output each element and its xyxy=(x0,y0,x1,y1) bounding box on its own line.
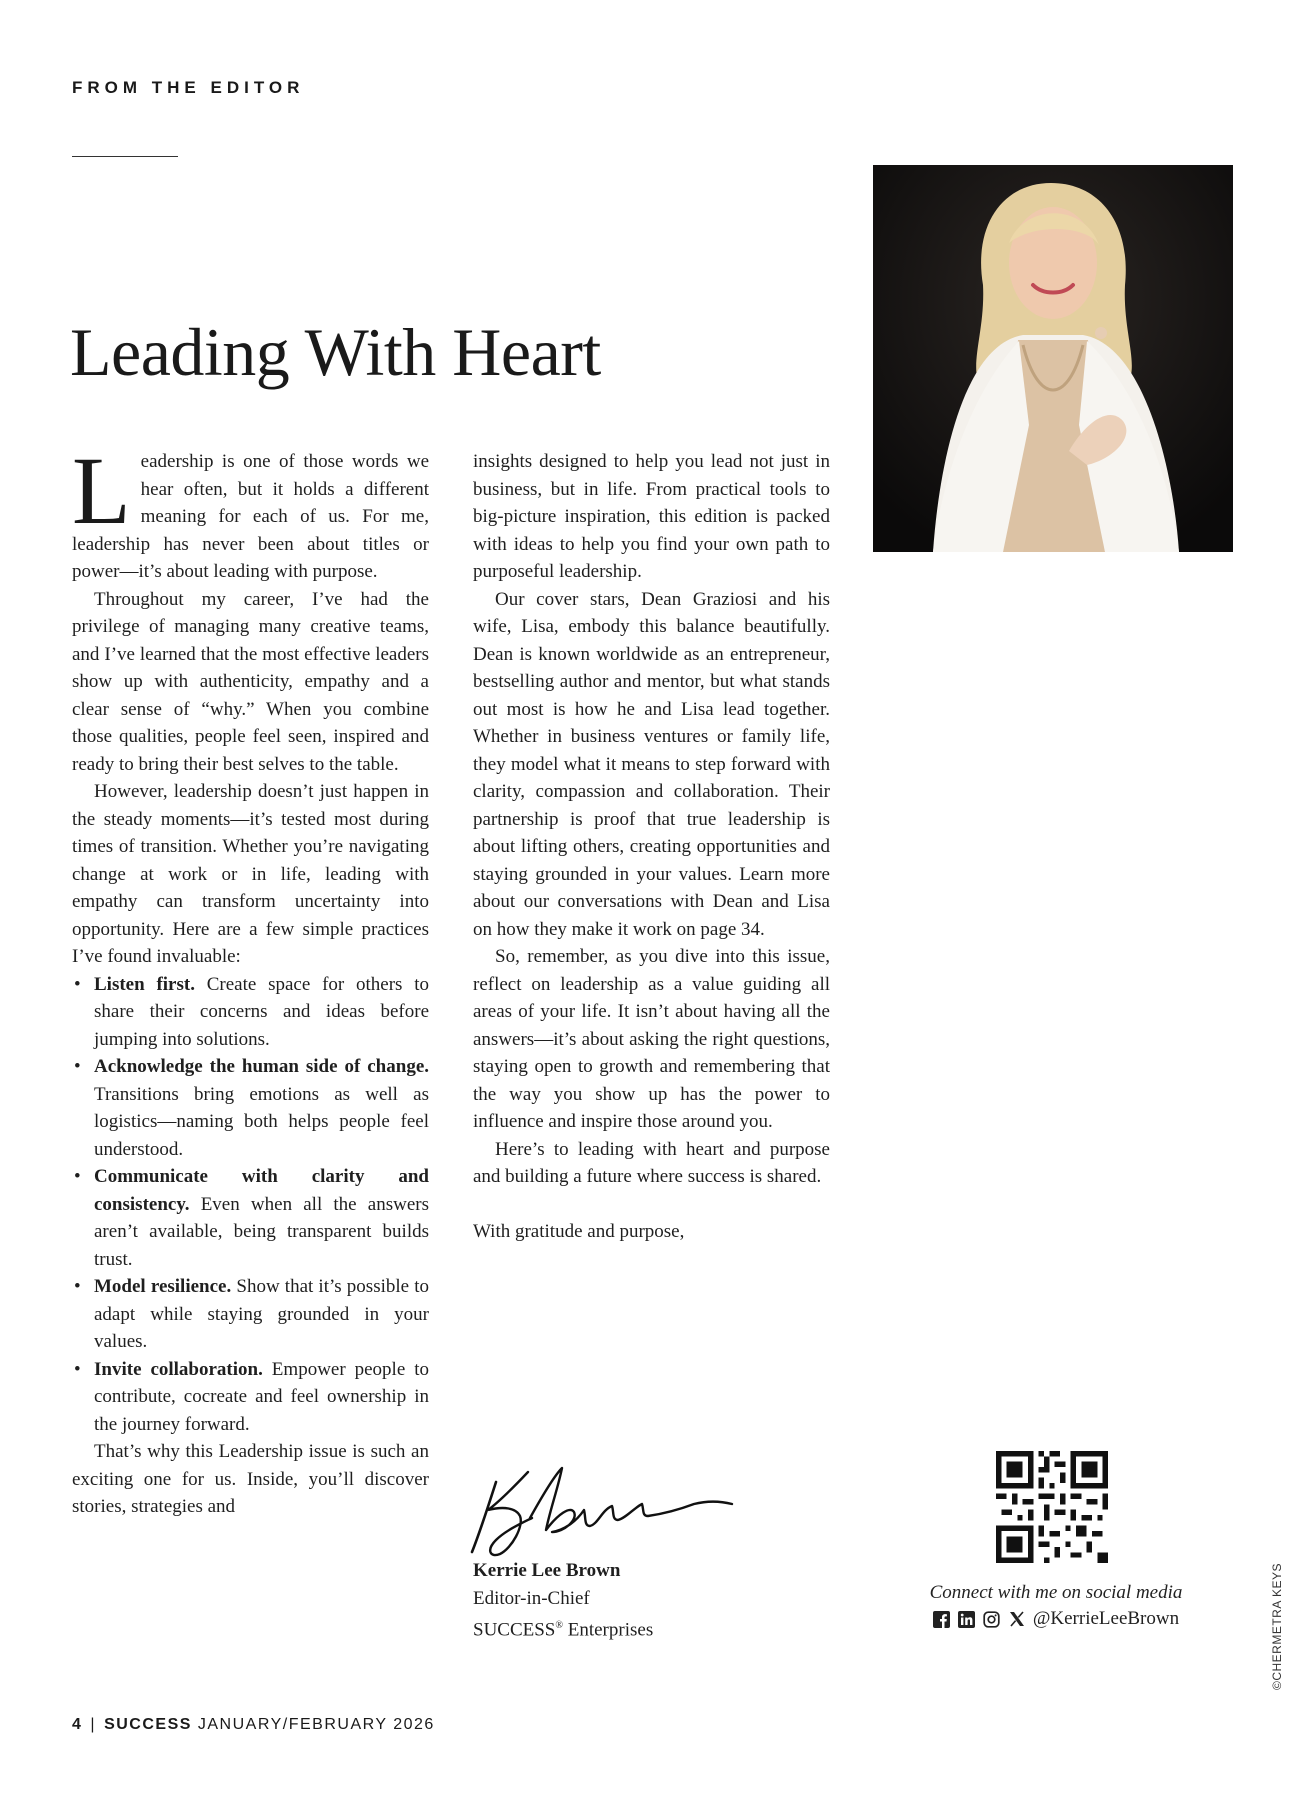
career-paragraph: Throughout my career, I’ve had the privilege of managing many creative teams, and I’ve learned that the most effective leaders show up with authenticity, empathy and a clear sense of “why.” When you combine those qualities, people feel seen, inspired and ready to bring their best selves to the table. xyxy=(72,588,429,775)
page-title: Leading With Heart xyxy=(70,314,601,390)
facebook-icon[interactable] xyxy=(933,1610,951,1628)
page-number: 4 xyxy=(72,1716,83,1733)
practice-lead: Acknowledge the human side of change. xyxy=(94,1056,429,1077)
practice-text: Show that it’s possible to adapt while staying grounded in your values. xyxy=(94,1276,429,1352)
practice-text: Empower people to contribute, cocreate and feel ownership in the journey forward. xyxy=(94,1358,429,1435)
registered-mark: ® xyxy=(555,1620,563,1631)
drop-cap: L xyxy=(72,437,131,544)
practice-lead: Invite collaboration. xyxy=(94,1358,263,1380)
footer-separator: | xyxy=(90,1716,97,1733)
company-suffix: Enterprises xyxy=(562,1619,654,1641)
practice-lead: Model resilience. xyxy=(94,1276,232,1297)
reflection-paragraph: So, remember, as you dive into this issue, reflect on leadership as a value guiding all areas of your life. It isn’t about having all the answers—it’s about asking the right questions, staying open to growth and remembering that the way you show up has the power to influence and inspire those around you. xyxy=(473,946,830,1132)
insights-paragraph: insights designed to help you lead not just in business, but in life. From practical tools to big-picture inspiration, this edition is packed with ideas to help you find your own path to purposeful leadership. xyxy=(473,451,830,582)
article-column-1 xyxy=(72,437,429,1521)
practice-lead: Communicate with clarity and consistency. xyxy=(94,1166,429,1215)
list-item xyxy=(72,1273,429,1356)
list-item xyxy=(72,1163,429,1273)
issue-paragraph: That’s why this Leadership issue is such an exciting one for us. Inside, you’ll discover stories, strategies and xyxy=(72,1441,429,1517)
intro-paragraph xyxy=(72,437,429,586)
social-qr-code[interactable] xyxy=(996,1451,1108,1563)
section-label: FROM THE EDITOR xyxy=(72,78,305,97)
editor-role: Editor-in-Chief xyxy=(473,1587,590,1609)
company-name: SUCCESS xyxy=(473,1619,556,1641)
practices-list xyxy=(72,971,429,1439)
editor-signoff xyxy=(473,1557,653,1644)
editor-company xyxy=(473,1612,653,1644)
practice-text: Create space for others to share their concerns and ideas before jumping into solutions. xyxy=(94,973,429,1050)
closing-line: With gratitude and purpose, xyxy=(473,1220,685,1242)
practice-text: Even when all the answers aren’t available, being transparent builds trust. xyxy=(94,1193,429,1270)
magazine-brand: SUCCESS xyxy=(104,1716,192,1733)
list-item xyxy=(72,1356,429,1439)
social-handle[interactable]: @KerrieLeeBrown xyxy=(1032,1608,1180,1629)
signature-icon xyxy=(466,1452,738,1560)
editor-photo xyxy=(873,165,1233,552)
intro-text: eadership is one of those words we hear often, but it holds a different meaning for each of us. For me, leadership has never been about titles or power—it’s about leading with purpose. xyxy=(72,451,429,582)
toast-paragraph: Here’s to leading with heart and purpose and building a future where success is shared. xyxy=(473,1138,830,1187)
x-icon[interactable] xyxy=(1008,1610,1026,1628)
instagram-icon[interactable] xyxy=(983,1610,1001,1628)
editor-name: Kerrie Lee Brown xyxy=(473,1560,621,1581)
practice-text: Transitions bring emotions as well as logistics—naming both helps people feel understood. xyxy=(94,1083,429,1160)
transition-paragraph: However, leadership doesn’t just happen in the steady moments—it’s tested most during times of transition. Whether you’re navigating change at work or in life, leading with empathy can transform uncertainty into opportunity. Here are a few simple practices I’ve found invaluable: xyxy=(72,781,429,967)
list-item xyxy=(72,1053,429,1163)
header-rule xyxy=(72,156,178,157)
social-links xyxy=(880,1608,1232,1630)
editor-portrait-image xyxy=(873,165,1233,552)
social-prompt: Connect with me on social media xyxy=(929,1582,1183,1603)
photo-credit: ©CHERMETRA KEYS xyxy=(1270,1562,1284,1690)
page-footer xyxy=(72,1716,435,1734)
issue-date: JANUARY/FEBRUARY 2026 xyxy=(197,1716,435,1733)
list-item xyxy=(72,971,429,1054)
article-column-2 xyxy=(473,448,830,1245)
practice-lead: Listen first. xyxy=(94,973,195,995)
cover-stars-paragraph: Our cover stars, Dean Graziosi and his wife, Lisa, embody this balance beautifully. Dean is known worldwide as an entrepreneur, bestselling author and mentor, but what stands out most is how he and Lisa lead together. Whether in business ventures or family life, they model what it means to step forward with clarity, compassion and collaboration. Their partnership is proof that true leadership is about lifting others, creating opportunities and staying grounded in your values. Learn more about our conversations with Dean and Lisa on how they make it work on page 34. xyxy=(473,588,830,940)
linkedin-icon[interactable] xyxy=(958,1610,976,1628)
